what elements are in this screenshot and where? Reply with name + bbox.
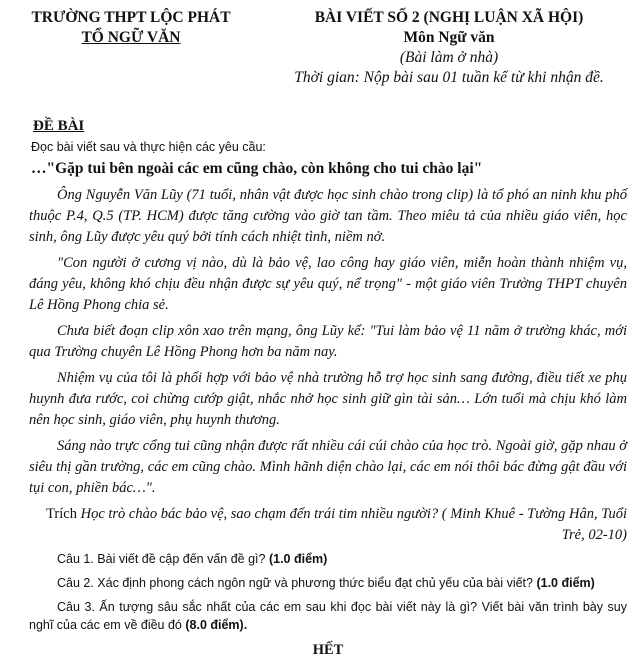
exam-time: Thời gian: Nộp bài sau 01 tuần kể từ khi nhận đề. <box>294 69 604 86</box>
school-name: TRƯỜNG THPT LỘC PHÁT <box>31 9 231 26</box>
subject-name: Môn Ngữ văn <box>403 29 495 46</box>
question-text: Câu 1. Bài viết đề cập đến vấn đề gì? <box>57 552 266 566</box>
question-points: (1.0 điểm) <box>268 552 328 566</box>
question-points: (8.0 điểm). <box>185 618 248 632</box>
department-name: TỔ NGỮ VĂN <box>81 29 181 46</box>
question-points: (1.0 điểm) <box>536 576 595 590</box>
question <box>29 550 627 568</box>
question-text: Câu 3. Ấn tượng sâu sắc nhất của các em sau khi đọc bài viết này là gì? Viết bài văn trình bày suy nghĩ của các em về điều đó <box>29 600 627 632</box>
article-paragraph: Chưa biết đoạn clip xôn xao trên mạng, ông Lũy kể: "Tui làm bảo vệ 11 năm ở trường khác, mới qua Trường chuyên Lê Hồng Phong hơn ba năm nay. <box>29 323 627 360</box>
article-paragraph: Sáng nào trực cổng tui cũng nhận được rất nhiều cái cúi chào của học trò. Ngoài giờ, gặp nhau ở siêu thị gần trường, các em cũng chào. Mình hãnh diện chào lại, các em nói thôi bác đừng gật đầu với tụi con, phiền bác…". <box>29 438 627 496</box>
exam-mode: (Bài làm ở nhà) <box>399 49 499 66</box>
exam-body <box>29 140 627 659</box>
article-citation <box>29 504 627 546</box>
article-paragraph: Ông Nguyễn Văn Lũy (71 tuổi, nhân vật được học sinh chào trong clip) là tổ phó an ninh khu phố thuộc P.4, Q.5 (TP. HCM) được tăng cường vào giờ tan tầm. Theo miêu tả của nhiều giáo viên, học sinh, ông Lũy được yêu quý bởi tính cách nhiệt tình, niềm nở. <box>29 187 627 245</box>
citation-text: Học trò chào bác bảo vệ, sao chạm đến trái tim nhiều người? ( Minh Khuê - Tường Hân, Tuổi Trẻ, 02-10) <box>80 506 627 543</box>
instruction: Đọc bài viết sau và thực hiện các yêu cầu: <box>31 140 266 154</box>
question <box>29 598 627 634</box>
section-heading: ĐỀ BÀI <box>33 118 85 134</box>
exam-title: BÀI VIẾT SỐ 2 (NGHỊ LUẬN XÃ HỘI) <box>314 9 584 26</box>
question-text: Câu 2. Xác định phong cách ngôn ngữ và phương thức biểu đạt chủ yếu của bài viết? <box>57 576 533 590</box>
article-paragraph: "Con người ở cương vị nào, dù là bảo vệ, lao công hay giáo viên, miễn hoàn thành nhiệm vụ, đáng yêu, không khó chịu đều nhận được sự yêu quý, nể trọng" - một giáo viên Trường THPT chuyên Lê Hồng Phong chia sẻ. <box>29 255 627 313</box>
article-title: …"Gặp tui bên ngoài các em cũng chào, còn không cho tui chào lại" <box>31 160 483 177</box>
end-marker: HẾT <box>312 642 344 658</box>
article-paragraph: Nhiệm vụ của tôi là phối hợp với bảo vệ nhà trường hỗ trợ học sinh sang đường, điều tiết xe phụ huynh đưa rước, coi chừng cướp giật, nhắc nhở học sinh giữ gìn tài sản… Lớn tuổi mà chịu khó làm nên học sinh, giáo viên, phụ huynh thương. <box>29 370 627 428</box>
citation-prefix: Trích <box>46 506 77 522</box>
question <box>29 574 627 592</box>
exam-header <box>258 8 640 88</box>
school-header <box>0 8 262 48</box>
